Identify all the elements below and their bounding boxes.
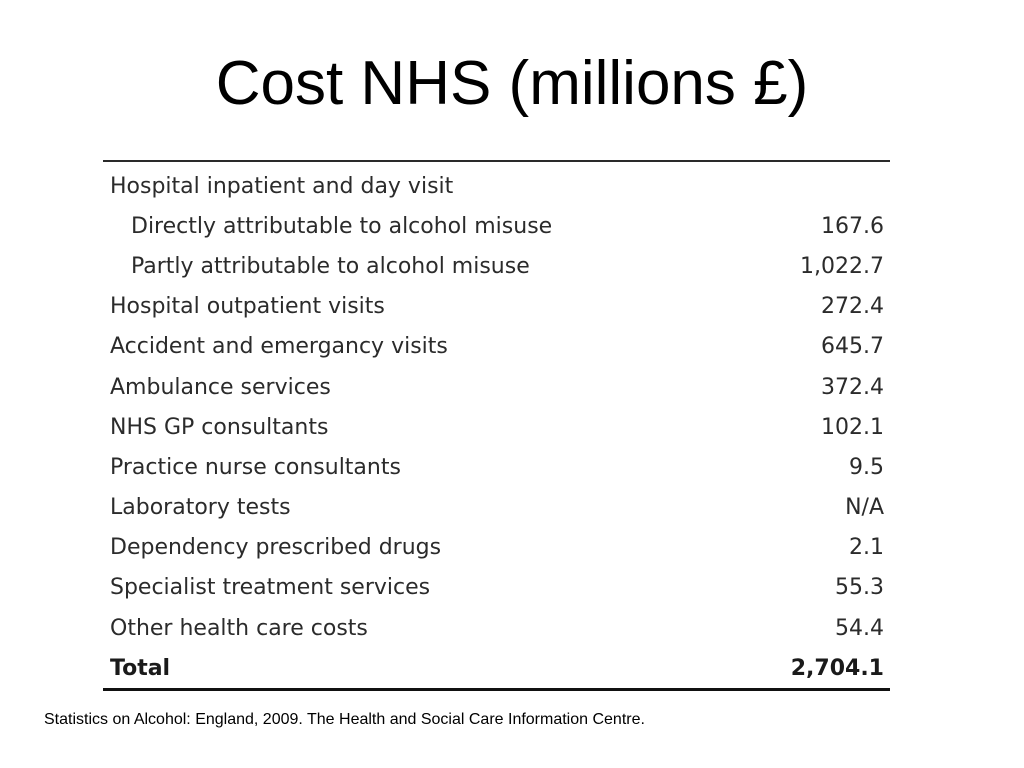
row-label: Directly attributable to alcohol misuse [131, 213, 553, 239]
total-label: Total [110, 655, 171, 681]
row-value: 2.1 [849, 535, 884, 561]
table-row [103, 166, 890, 206]
total-value: 2,704.1 [790, 655, 884, 681]
table-bottom-rule [103, 688, 890, 691]
table-row [103, 327, 890, 367]
table-row [103, 528, 890, 568]
table-row [103, 488, 890, 528]
row-label: NHS GP consultants [110, 414, 329, 440]
row-label: Practice nurse consultants [110, 454, 401, 480]
row-label: Specialist treatment services [110, 575, 431, 601]
row-value: 55.3 [835, 575, 884, 601]
row-label: Partly attributable to alcohol misuse [131, 253, 530, 279]
table-top-rule [103, 160, 890, 162]
row-value: 1,022.7 [800, 253, 884, 279]
table-row [103, 246, 890, 286]
table-row [103, 287, 890, 327]
row-label: Laboratory tests [110, 495, 291, 521]
table-row [103, 206, 890, 246]
cost-table-container [103, 160, 890, 691]
row-label: Accident and emergancy visits [110, 334, 448, 360]
table-row [103, 568, 890, 608]
row-label: Ambulance services [110, 374, 331, 400]
row-label: Hospital outpatient visits [110, 294, 385, 320]
row-value: 645.7 [821, 334, 884, 360]
row-value: N/A [845, 495, 884, 521]
row-label: Other health care costs [110, 615, 368, 641]
row-label: Dependency prescribed drugs [110, 535, 442, 561]
row-value: 102.1 [821, 414, 884, 440]
row-value: 167.6 [821, 213, 884, 239]
table-total-row [103, 648, 890, 688]
row-value: 9.5 [849, 454, 884, 480]
table-row [103, 447, 890, 487]
table-row [103, 367, 890, 407]
table-row [103, 608, 890, 648]
source-citation: Statistics on Alcohol: England, 2009. The Health and Social Care Information Centre. [44, 711, 645, 728]
row-value: 272.4 [821, 294, 884, 320]
slide-title: Cost NHS (millions £) [215, 49, 809, 118]
table-row [103, 407, 890, 447]
row-value [748, 166, 890, 206]
cost-table [103, 166, 890, 688]
row-label: Hospital inpatient and day visit [110, 173, 454, 199]
row-value: 372.4 [821, 374, 884, 400]
row-value: 54.4 [835, 615, 884, 641]
